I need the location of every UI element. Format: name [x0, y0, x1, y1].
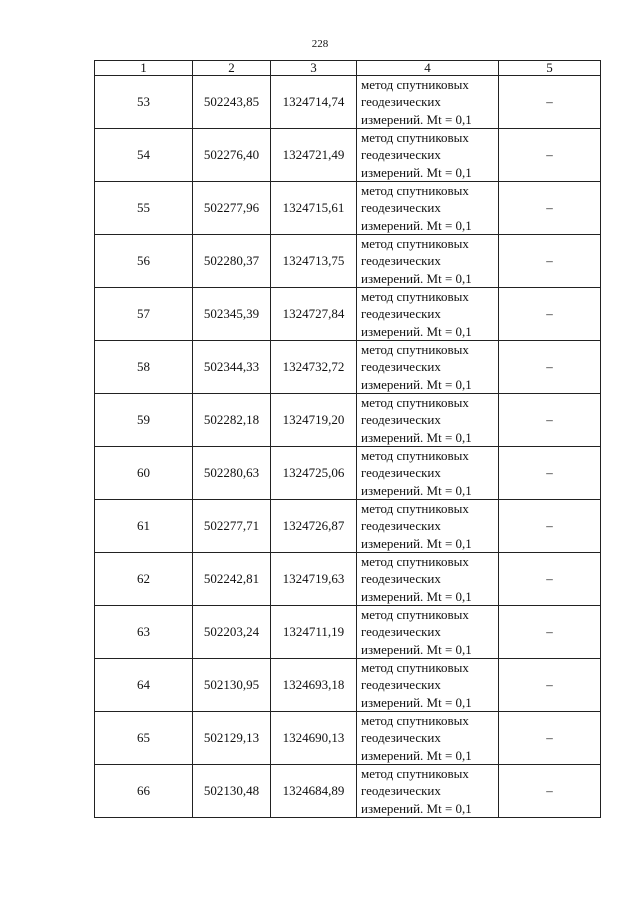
method-line-2: геодезических: [361, 465, 441, 481]
method-line-2: геодезических: [361, 359, 441, 375]
method-line-1: метод спутниковых: [361, 342, 469, 358]
method-cell: [357, 394, 499, 447]
point-number-cell: 55: [95, 182, 193, 235]
method-line-2: геодезических: [361, 677, 441, 693]
method-line-3: измерений. Mt = 0,1: [361, 588, 472, 604]
method-line-3: измерений. Mt = 0,1: [361, 694, 472, 710]
method-line-1: метод спутниковых: [361, 501, 469, 517]
method-line-2: геодезических: [361, 147, 441, 163]
note-cell: –: [499, 447, 601, 500]
y-coordinate-cell: 1324727,84: [271, 288, 357, 341]
table-row: [95, 182, 601, 235]
y-coordinate-cell: 1324719,20: [271, 394, 357, 447]
method-cell: [357, 76, 499, 129]
table-row: [95, 235, 601, 288]
method-line-1: метод спутниковых: [361, 183, 469, 199]
table-row: [95, 288, 601, 341]
x-coordinate-cell: 502276,40: [193, 129, 271, 182]
note-cell: –: [499, 129, 601, 182]
table-row: [95, 606, 601, 659]
method-line-2: геодезических: [361, 518, 441, 534]
y-coordinate-cell: 1324711,19: [271, 606, 357, 659]
table-row: [95, 659, 601, 712]
y-coordinate-cell: 1324693,18: [271, 659, 357, 712]
point-number-cell: 61: [95, 500, 193, 553]
point-number-cell: 65: [95, 712, 193, 765]
method-line-3: измерений. Mt = 0,1: [361, 217, 472, 233]
point-number-cell: 63: [95, 606, 193, 659]
method-line-2: геодезических: [361, 306, 441, 322]
y-coordinate-cell: 1324719,63: [271, 553, 357, 606]
table-row: [95, 394, 601, 447]
note-cell: –: [499, 76, 601, 129]
method-cell: [357, 129, 499, 182]
method-line-2: геодезических: [361, 253, 441, 269]
point-number-cell: 59: [95, 394, 193, 447]
method-line-2: геодезических: [361, 412, 441, 428]
x-coordinate-cell: 502130,48: [193, 765, 271, 818]
table-body: [95, 76, 601, 818]
method-line-2: геодезических: [361, 730, 441, 746]
method-line-1: метод спутниковых: [361, 554, 469, 570]
y-coordinate-cell: 1324732,72: [271, 341, 357, 394]
point-number-cell: 62: [95, 553, 193, 606]
method-line-3: измерений. Mt = 0,1: [361, 482, 472, 498]
note-cell: –: [499, 288, 601, 341]
point-number-cell: 54: [95, 129, 193, 182]
note-cell: –: [499, 235, 601, 288]
method-line-3: измерений. Mt = 0,1: [361, 800, 472, 816]
method-line-1: метод спутниковых: [361, 395, 469, 411]
table-row: [95, 76, 601, 129]
x-coordinate-cell: 502277,71: [193, 500, 271, 553]
method-line-2: геодезических: [361, 624, 441, 640]
y-coordinate-cell: 1324715,61: [271, 182, 357, 235]
method-cell: [357, 606, 499, 659]
column-header-5: 5: [499, 61, 601, 76]
method-cell: [357, 659, 499, 712]
point-number-cell: 58: [95, 341, 193, 394]
point-number-cell: 53: [95, 76, 193, 129]
note-cell: –: [499, 341, 601, 394]
x-coordinate-cell: 502344,33: [193, 341, 271, 394]
x-coordinate-cell: 502243,85: [193, 76, 271, 129]
note-cell: –: [499, 606, 601, 659]
x-coordinate-cell: 502280,37: [193, 235, 271, 288]
method-cell: [357, 288, 499, 341]
note-cell: –: [499, 394, 601, 447]
method-cell: [357, 341, 499, 394]
method-line-1: метод спутниковых: [361, 766, 469, 782]
table-row: [95, 500, 601, 553]
point-number-cell: 64: [95, 659, 193, 712]
method-line-1: метод спутниковых: [361, 713, 469, 729]
method-cell: [357, 712, 499, 765]
method-line-1: метод спутниковых: [361, 236, 469, 252]
note-cell: –: [499, 182, 601, 235]
note-cell: –: [499, 712, 601, 765]
y-coordinate-cell: 1324726,87: [271, 500, 357, 553]
table-row: [95, 765, 601, 818]
method-line-2: геодезических: [361, 94, 441, 110]
table-row: [95, 712, 601, 765]
method-line-3: измерений. Mt = 0,1: [361, 535, 472, 551]
method-line-3: измерений. Mt = 0,1: [361, 164, 472, 180]
table-row: [95, 341, 601, 394]
x-coordinate-cell: 502129,13: [193, 712, 271, 765]
method-cell: [357, 447, 499, 500]
method-line-1: метод спутниковых: [361, 660, 469, 676]
method-line-1: метод спутниковых: [361, 607, 469, 623]
column-header-2: 2: [193, 61, 271, 76]
point-number-cell: 60: [95, 447, 193, 500]
x-coordinate-cell: 502203,24: [193, 606, 271, 659]
method-line-3: измерений. Mt = 0,1: [361, 376, 472, 392]
method-line-2: геодезических: [361, 200, 441, 216]
column-header-1: 1: [95, 61, 193, 76]
x-coordinate-cell: 502280,63: [193, 447, 271, 500]
method-cell: [357, 765, 499, 818]
point-number-cell: 66: [95, 765, 193, 818]
note-cell: –: [499, 500, 601, 553]
x-coordinate-cell: 502345,39: [193, 288, 271, 341]
table-row: [95, 129, 601, 182]
method-cell: [357, 182, 499, 235]
y-coordinate-cell: 1324684,89: [271, 765, 357, 818]
method-line-1: метод спутниковых: [361, 77, 469, 93]
page-number: 228: [311, 38, 329, 50]
table-header: [95, 61, 601, 76]
method-line-3: измерений. Mt = 0,1: [361, 641, 472, 657]
note-cell: –: [499, 765, 601, 818]
method-line-1: метод спутниковых: [361, 448, 469, 464]
x-coordinate-cell: 502242,81: [193, 553, 271, 606]
method-line-3: измерений. Mt = 0,1: [361, 323, 472, 339]
y-coordinate-cell: 1324713,75: [271, 235, 357, 288]
coordinates-table: [94, 60, 601, 818]
note-cell: –: [499, 659, 601, 712]
y-coordinate-cell: 1324714,74: [271, 76, 357, 129]
method-line-3: измерений. Mt = 0,1: [361, 111, 472, 127]
table-row: [95, 553, 601, 606]
x-coordinate-cell: 502130,95: [193, 659, 271, 712]
method-cell: [357, 235, 499, 288]
x-coordinate-cell: 502282,18: [193, 394, 271, 447]
note-cell: –: [499, 553, 601, 606]
column-header-3: 3: [271, 61, 357, 76]
point-number-cell: 56: [95, 235, 193, 288]
header-row: [95, 61, 601, 76]
method-line-1: метод спутниковых: [361, 289, 469, 305]
method-line-3: измерений. Mt = 0,1: [361, 270, 472, 286]
method-line-3: измерений. Mt = 0,1: [361, 747, 472, 763]
method-line-3: измерений. Mt = 0,1: [361, 429, 472, 445]
point-number-cell: 57: [95, 288, 193, 341]
method-cell: [357, 553, 499, 606]
column-header-4: 4: [357, 61, 499, 76]
method-cell: [357, 500, 499, 553]
method-line-2: геодезических: [361, 571, 441, 587]
y-coordinate-cell: 1324690,13: [271, 712, 357, 765]
x-coordinate-cell: 502277,96: [193, 182, 271, 235]
y-coordinate-cell: 1324721,49: [271, 129, 357, 182]
method-line-1: метод спутниковых: [361, 130, 469, 146]
y-coordinate-cell: 1324725,06: [271, 447, 357, 500]
table-row: [95, 447, 601, 500]
method-line-2: геодезических: [361, 783, 441, 799]
